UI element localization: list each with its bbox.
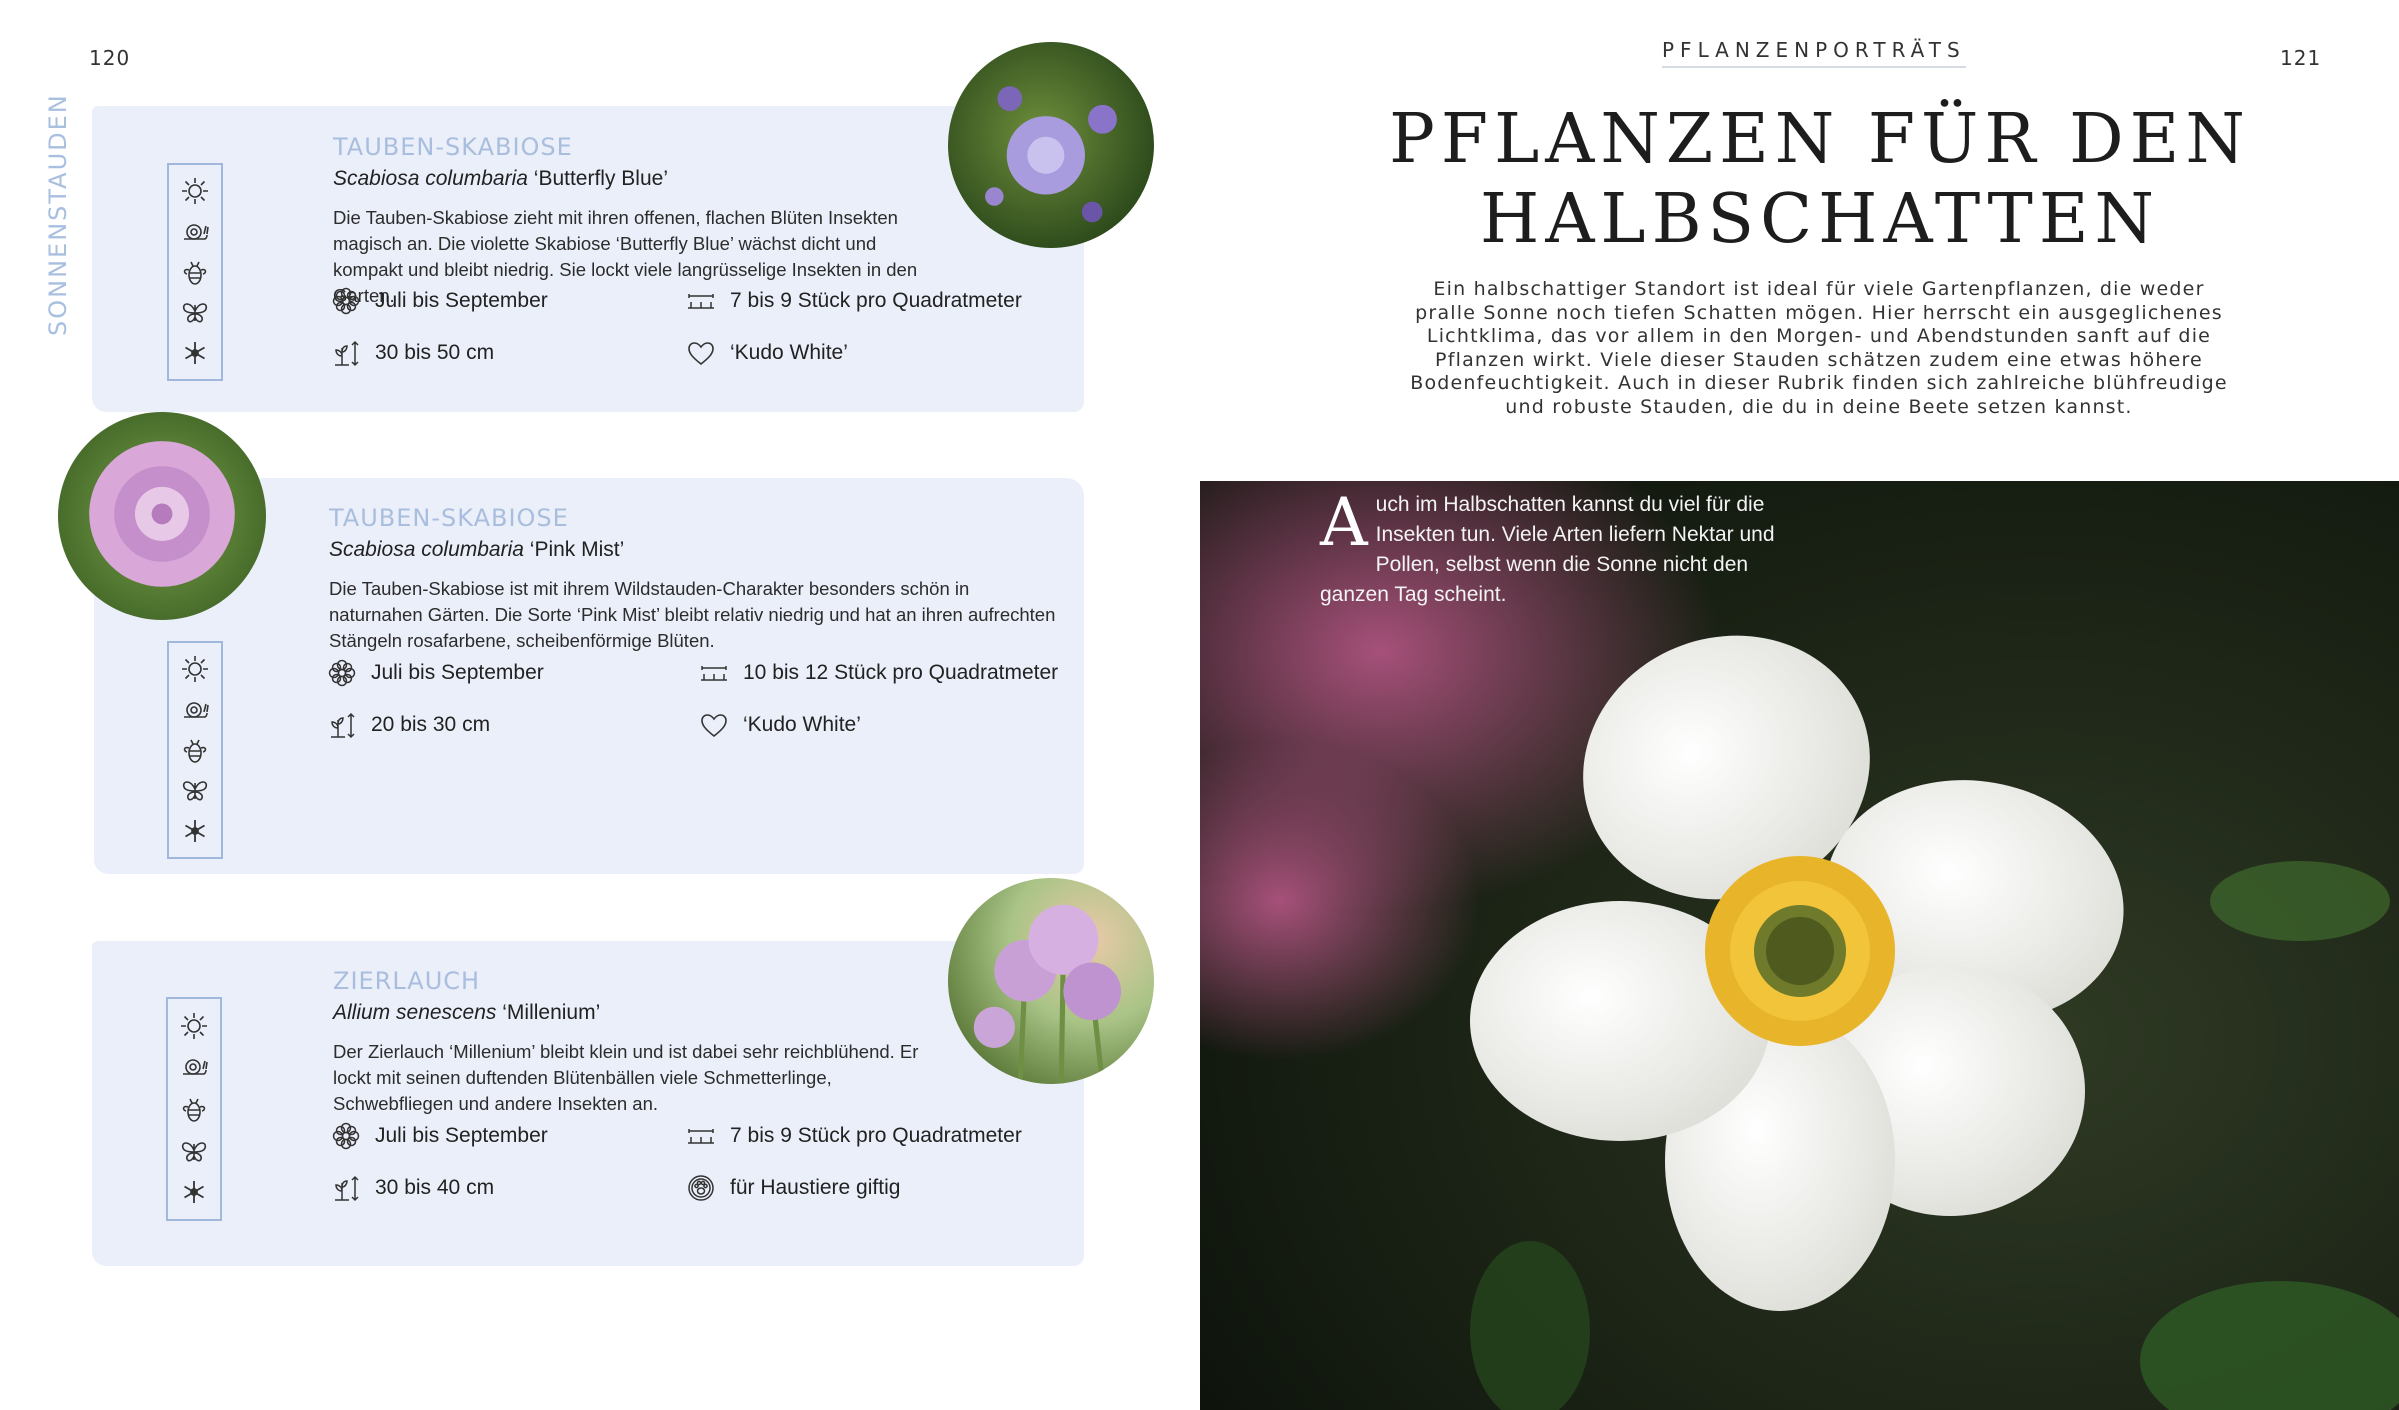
fact-partner: ‘Kudo White’ (686, 338, 1066, 368)
plant-3 (333, 967, 933, 1117)
bee-icon (178, 733, 212, 767)
anemone-photo (1200, 481, 2399, 1410)
snail-icon (178, 215, 212, 249)
fact-height: 30 bis 50 cm (331, 338, 686, 368)
side-label: SONNENSTAUDEN (44, 93, 72, 336)
plant-description: Der Zierlauch ‘Millenium’ bleibt klein und ist dabei sehr reichblühend. Er lockt mit seinen duftenden Blütenbällen viele Schmetterlinge, Schwebfliegen und andere Insekten an. (333, 1041, 919, 1114)
section-tag: PFLANZENPORTRÄTS (1662, 38, 1966, 68)
plant-photo-2 (58, 412, 266, 620)
dropcap-letter: A (1320, 484, 1368, 561)
fact-height: 20 bis 30 cm (327, 710, 699, 740)
butterfly-icon (178, 773, 212, 807)
flower-icon (331, 286, 361, 316)
fact-bloom: Juli bis September (331, 1121, 686, 1151)
plant-2 (329, 504, 1059, 654)
sun-icon (178, 174, 212, 208)
snowflake-icon (178, 814, 212, 848)
plant-description: Die Tauben-Skabiose ist mit ihrem Wildstauden-Charakter besonders schön in naturnahen Gärten. Die Sorte ‘Pink Mist’ bleibt relativ niedrig und hat an ihren aufrechten Stängeln rosafarbene, scheibenförmige Blüten. (329, 578, 1056, 651)
fact-bloom: Juli bis September (327, 658, 699, 688)
snowflake-icon (178, 336, 212, 370)
page-title: PFLANZEN FÜR DEN HALBSCHATTEN (1389, 100, 2251, 259)
icon-strip-1 (167, 163, 223, 381)
height-icon (327, 710, 357, 740)
fact-bloom: Juli bis September (331, 286, 686, 316)
intro-paragraph: Ein halbschattiger Standort ist ideal für viele Gartenpflanzen, die weder pralle Sonne noch tiefen Schatten mögen. Hier herrscht ein ausgeglichenes Lichtklima, das vor allem in den Morgen- und Abendstunden sanft auf die Pflanzen wirkt. Viele dieser Stauden schätzen zudem eine etwas höhere Bodenfeuchtigkeit. Auch in dieser Rubrik finden sich zahlreiche blühfreudige und robuste Stauden, die du in deine Beete setzen kannst. (1410, 278, 2228, 418)
plant-description: Die Tauben-Skabiose zieht mit ihren offenen, flachen Blüten Insekten magisch an. Die violette Skabiose ‘Butterfly Blue’ wächst dicht und kompakt und bleibt niedrig. Sie lockt viele langrüsselige Insekten in den Garten. (333, 207, 918, 306)
bee-icon (177, 1092, 211, 1126)
plant-facts-2 (327, 658, 1099, 740)
heart-icon (699, 710, 729, 740)
icon-strip-2 (167, 641, 223, 859)
fact-warning: für Haustiere giftig (686, 1173, 1066, 1203)
snail-icon (177, 1050, 211, 1084)
spacing-icon (686, 286, 716, 316)
height-icon (331, 1173, 361, 1203)
plant-1 (333, 133, 943, 309)
plant-name: ZIERLAUCH (333, 967, 481, 995)
sun-icon (178, 652, 212, 686)
bee-icon (178, 255, 212, 289)
snowflake-icon (177, 1175, 211, 1209)
fact-spacing: 10 bis 12 Stück pro Quadratmeter (699, 658, 1099, 688)
page-number-left: 120 (89, 46, 131, 70)
fact-spacing: 7 bis 9 Stück pro Quadratmeter (686, 1121, 1066, 1151)
flower-icon (331, 1121, 361, 1151)
spacing-icon (686, 1121, 716, 1151)
fact-height: 30 bis 40 cm (331, 1173, 686, 1203)
butterfly-icon (177, 1134, 211, 1168)
plant-facts-1 (331, 286, 1066, 368)
plant-name: TAUBEN-SKABIOSE (333, 133, 573, 161)
snail-icon (178, 693, 212, 727)
height-icon (331, 338, 361, 368)
sun-icon (177, 1009, 211, 1043)
pet-warning-icon (686, 1173, 716, 1203)
spacing-icon (699, 658, 729, 688)
plant-photo-1 (948, 42, 1154, 248)
page-number-right: 121 (2280, 46, 2322, 70)
flower-icon (327, 658, 357, 688)
plant-photo-3 (948, 878, 1154, 1084)
plant-facts-3 (331, 1121, 1066, 1203)
photo-caption: Auch im Halbschatten kannst du viel für die Insekten tun. Viele Arten liefern Nektar und Pollen, selbst wenn die Sonne nicht den ganzen Tag scheint. (1320, 484, 1775, 606)
fact-partner: ‘Kudo White’ (699, 710, 1099, 740)
heart-icon (686, 338, 716, 368)
plant-latin-name: Scabiosa columbaria ‘Pink Mist’ (329, 538, 625, 561)
icon-strip-3 (166, 997, 222, 1221)
plant-name: TAUBEN-SKABIOSE (329, 504, 569, 532)
fact-spacing: 7 bis 9 Stück pro Quadratmeter (686, 286, 1066, 316)
plant-latin-name: Allium senescens ‘Millenium’ (333, 1001, 601, 1024)
plant-latin-name: Scabiosa columbaria ‘Butterfly Blue’ (333, 167, 668, 190)
butterfly-icon (178, 295, 212, 329)
